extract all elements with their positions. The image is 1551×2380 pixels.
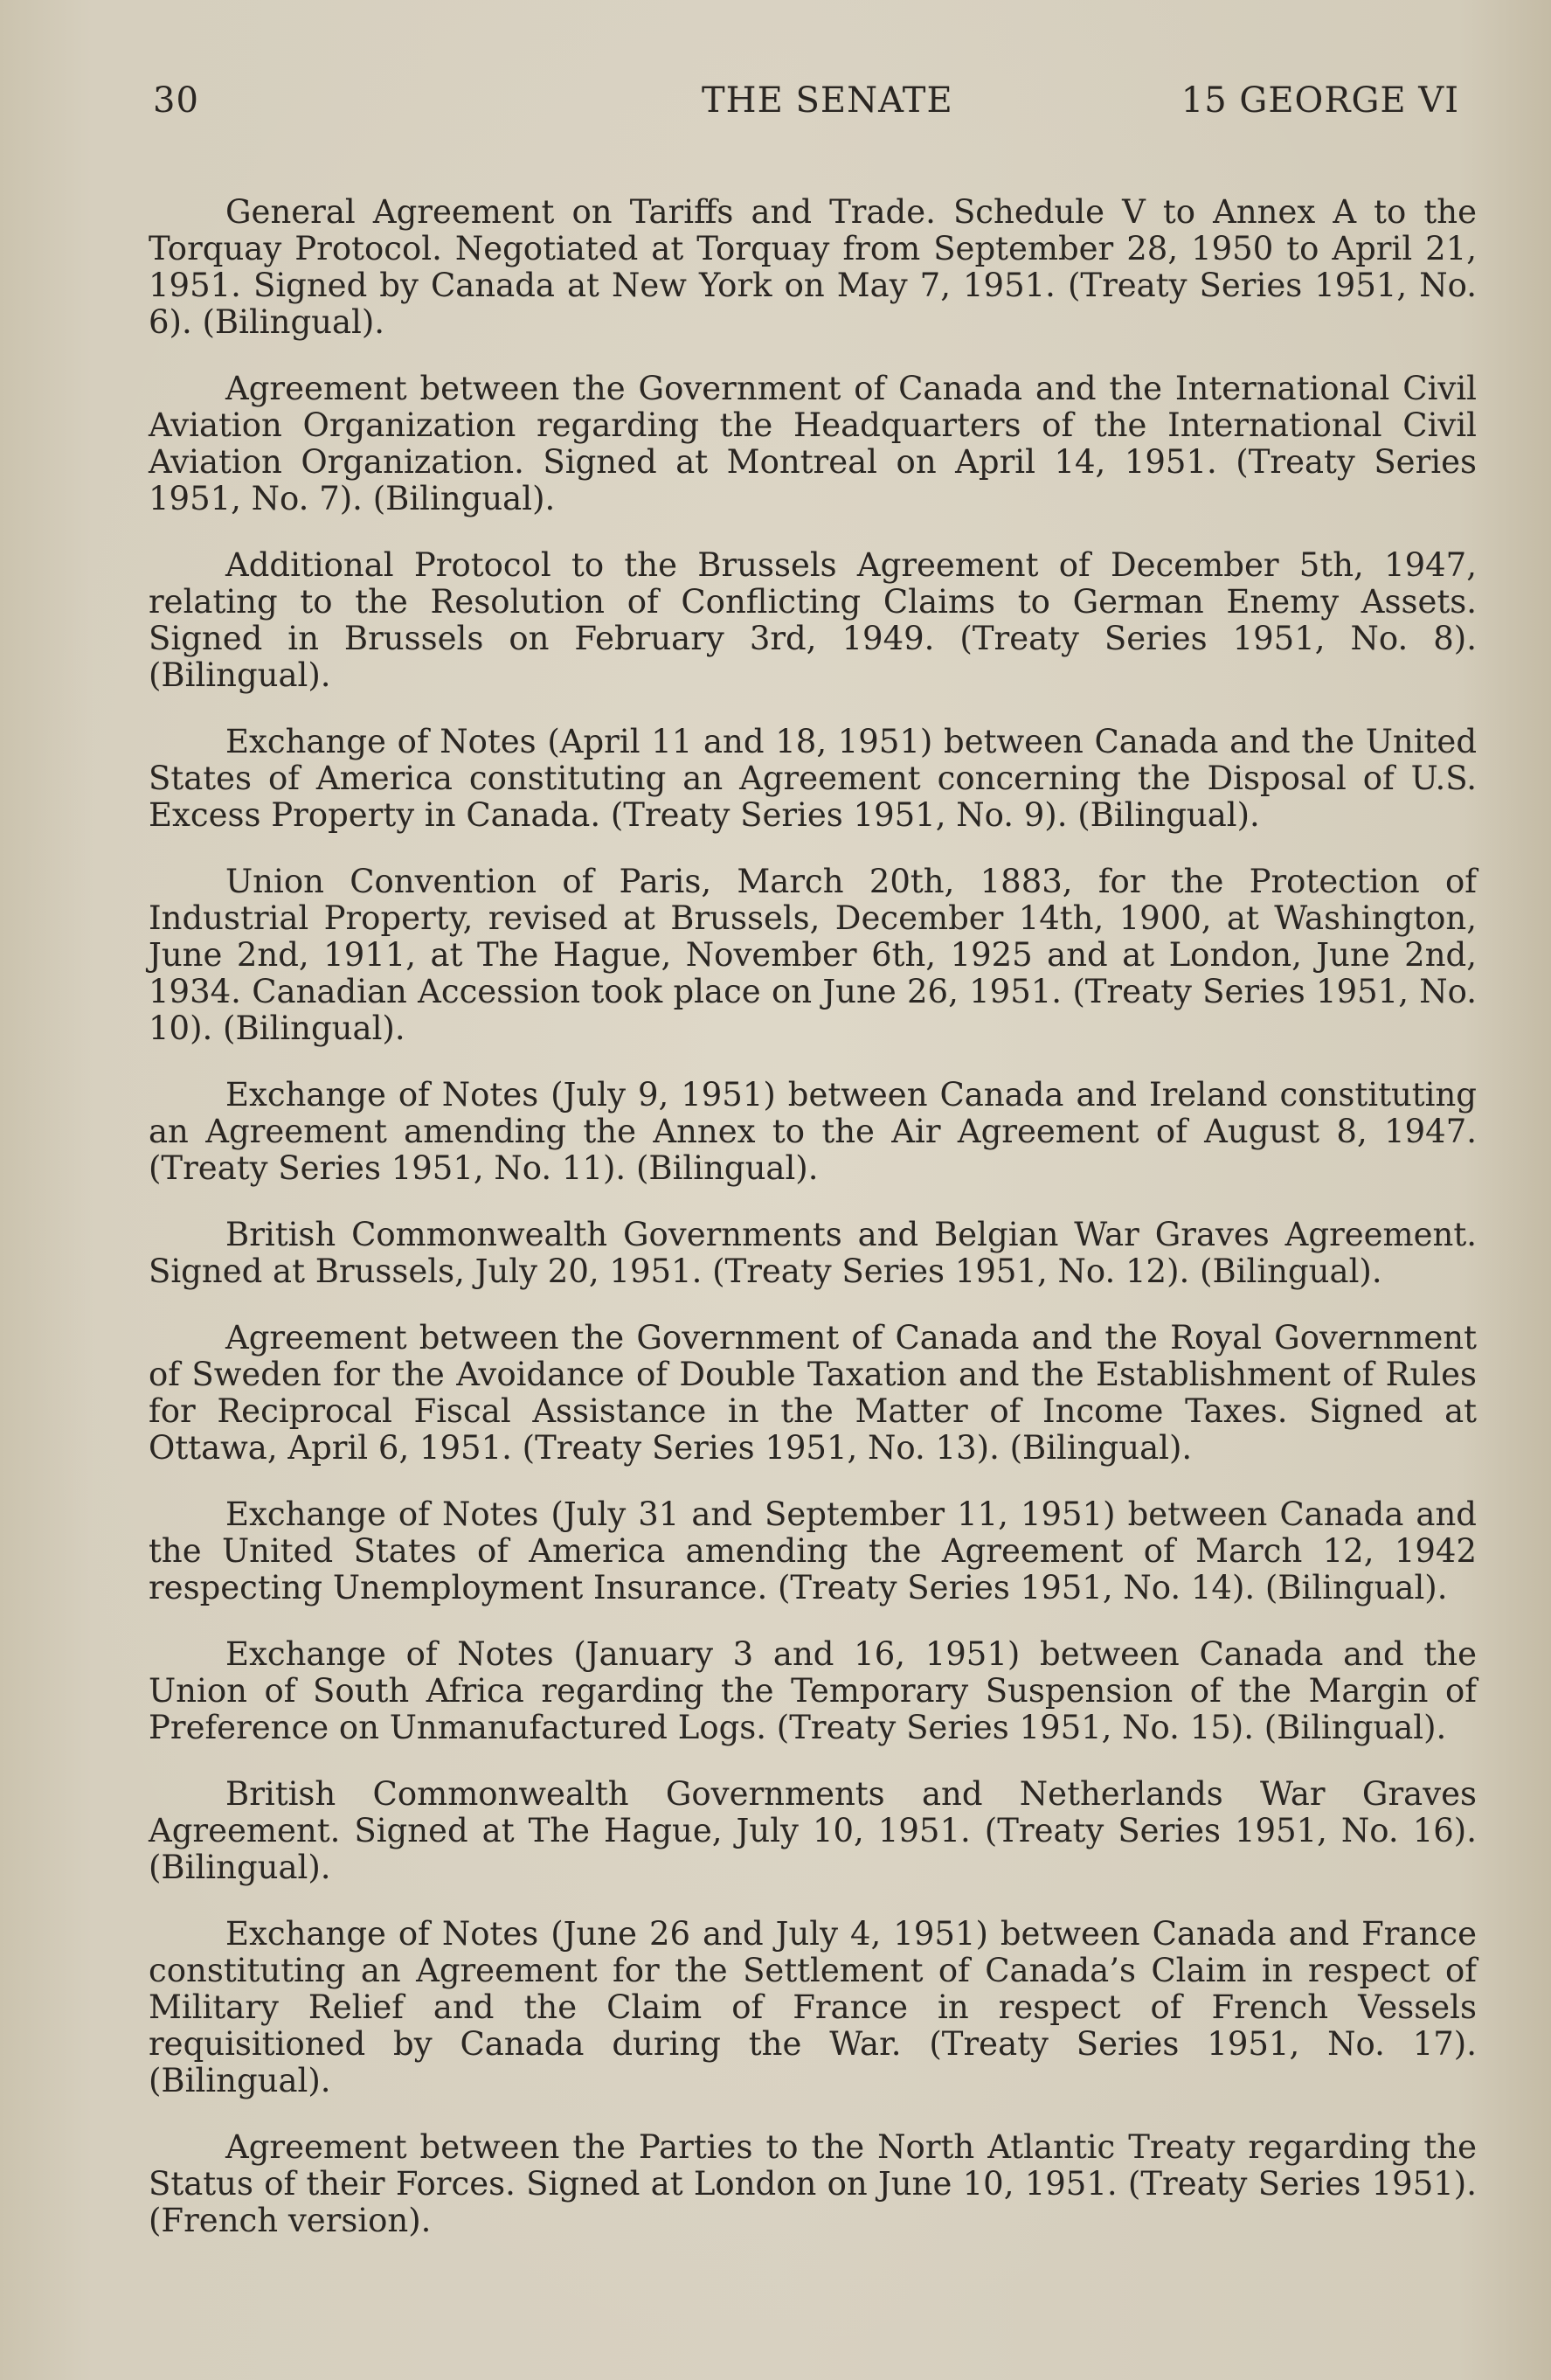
regnal-year: 15 GEORGE VI — [1181, 80, 1459, 121]
treaty-entry: Exchange of Notes (June 26 and July 4, 1951) between Canada and France constituting an Agreement for the Settlement of Canada’s Claim in respect of Military Relief and the Claim of France in respect of French Vessels requisitioned by Canada during the War. (Treaty Series 1951, No. 17). (Bilingual). — [149, 1915, 1477, 2099]
treaty-entry: Agreement between the Government of Canada and the International Civil Aviation Organization regarding the Headquarters of the International Civil Aviation Organization. Signed at Montreal on April 14, 1951. (Treaty Series 1951, No. 7). (Bilingual). — [149, 370, 1477, 517]
treaty-entry: Exchange of Notes (April 11 and 18, 1951) between Canada and the United States of America constituting an Agreement concerning the Disposal of U.S. Excess Property in Canada. (Treaty Series 1951, No. 9). (Bilingual). — [149, 723, 1477, 834]
page-number: 30 — [153, 80, 199, 121]
treaty-entry: Agreement between the Parties to the North Atlantic Treaty regarding the Status of their Forces. Signed at London on June 10, 1951. (Treaty Series 1951). (French version). — [149, 2128, 1477, 2239]
running-title: THE SENATE — [702, 80, 953, 121]
treaty-entry: Exchange of Notes (January 3 and 16, 1951) between Canada and the Union of South Africa regarding the Temporary Suspension of the Margin of Preference on Unmanufactured Logs. (Treaty Series 1951, No. 15). (Bilingual). — [149, 1635, 1477, 1746]
treaty-entry: British Commonwealth Governments and Belgian War Graves Agreement. Signed at Brussels, July 20, 1951. (Treaty Series 1951, No. 12). (Bilingual). — [149, 1216, 1477, 1290]
treaty-entry: Union Convention of Paris, March 20th, 1883, for the Protection of Industrial Property, revised at Brussels, December 14th, 1900, at Washington, June 2nd, 1911, at The Hague, November 6th, 1925 and at London, June 2nd, 1934. Canadian Accession took place on June 26, 1951. (Treaty Series 1951, No. 10). (Bilingual). — [149, 863, 1477, 1047]
treaty-entry: Additional Protocol to the Brussels Agreement of December 5th, 1947, relating to the Resolution of Conflicting Claims to German Enemy Assets. Signed in Brussels on February 3rd, 1949. (Treaty Series 1951, No. 8). (Bilingual). — [149, 546, 1477, 694]
treaty-entry: Exchange of Notes (July 9, 1951) between Canada and Ireland constituting an Agreement amending the Annex to the Air Agreement of August 8, 1947. (Treaty Series 1951, No. 11). (Bilingual). — [149, 1076, 1477, 1187]
page-header — [153, 80, 1459, 133]
treaty-list — [149, 194, 1477, 2269]
treaty-entry: General Agreement on Tariffs and Trade. Schedule V to Annex A to the Torquay Protocol. Negotiated at Torquay from September 28, 1950 to April 21, 1951. Signed by Canada at New York on May 7, 1951. (Treaty Series 1951, No. 6). (Bilingual). — [149, 193, 1477, 341]
treaty-entry: Agreement between the Government of Canada and the Royal Government of Sweden for the Avoidance of Double Taxation and the Establishment of Rules for Reciprocal Fiscal Assistance in the Matter of Income Taxes. Signed at Ottawa, April 6, 1951. (Treaty Series 1951, No. 13). (Bilingual). — [149, 1319, 1477, 1467]
treaty-entry: Exchange of Notes (July 31 and September 11, 1951) between Canada and the United States of America amending the Agreement of March 12, 1942 respecting Unemployment Insurance. (Treaty Series 1951, No. 14). (Bilingual). — [149, 1495, 1477, 1606]
treaty-entry: British Commonwealth Governments and Netherlands War Graves Agreement. Signed at The Hague, July 10, 1951. (Treaty Series 1951, No. 16). (Bilingual). — [149, 1775, 1477, 1886]
